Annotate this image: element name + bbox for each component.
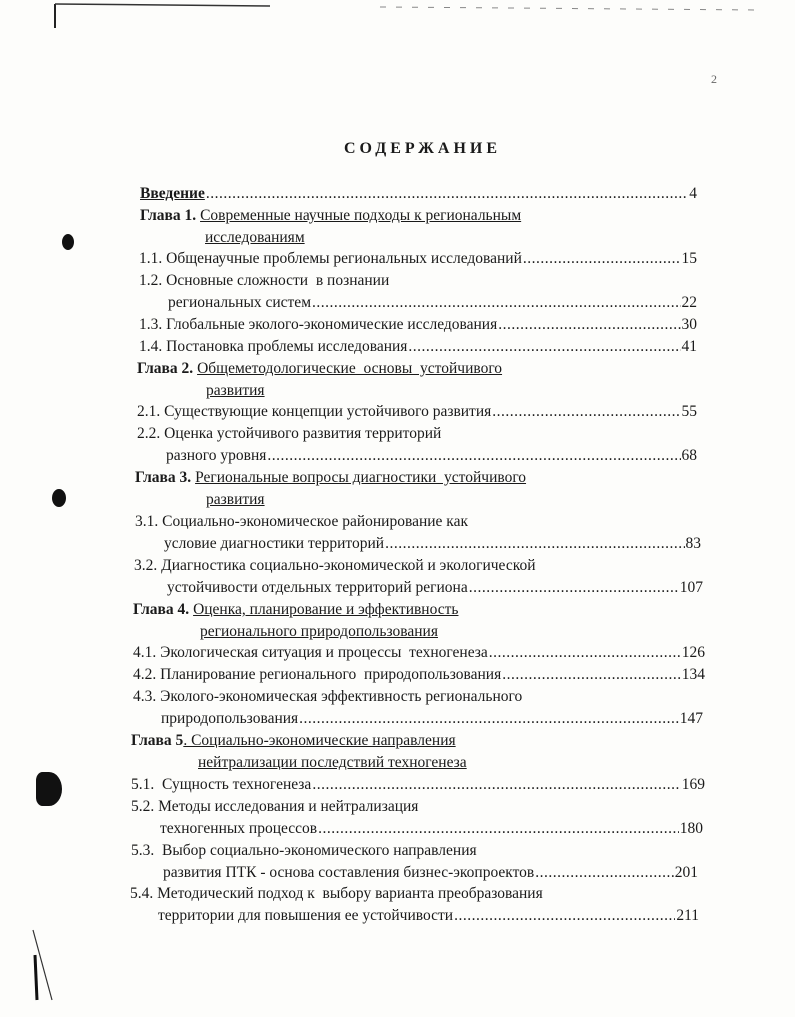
toc-chapter-prefix: Глава 2. xyxy=(137,360,198,377)
toc-entry-text: региональных систем xyxy=(168,294,311,311)
toc-entry xyxy=(130,884,543,904)
toc-entry-label xyxy=(206,381,265,401)
toc-entry-text: Общеметодологические основы устойчивого xyxy=(197,360,503,377)
toc-entry-label xyxy=(137,402,491,422)
toc-entry-label xyxy=(135,512,468,532)
toc-entry-number: 3.2. xyxy=(134,557,162,574)
toc-entry-text: устойчивости отдельных территорий региона xyxy=(167,579,468,596)
toc-page-number: 55 xyxy=(681,403,697,420)
page-title: СОДЕРЖАНИЕ xyxy=(343,140,502,157)
toc-entry-text: условие диагностики территорий xyxy=(164,535,385,552)
toc-entry-text: развития xyxy=(206,382,265,399)
toc-page-number: 22 xyxy=(681,294,697,311)
toc-leader-dots xyxy=(299,709,679,729)
toc-chapter-prefix: Глава 4. xyxy=(133,601,194,618)
toc-entry-label xyxy=(139,337,407,357)
punch-hole-mark xyxy=(36,772,62,806)
toc-leader-dots xyxy=(489,643,681,663)
toc-page-number: 15 xyxy=(681,250,697,267)
toc-entry-label xyxy=(166,446,266,466)
toc-leader-dots xyxy=(206,184,688,204)
toc-entry-number: 1.2. xyxy=(139,272,167,289)
toc-entry xyxy=(137,359,502,379)
toc-leader-dots xyxy=(523,249,681,269)
toc-page-number: 4 xyxy=(689,185,697,202)
toc-chapter-prefix: Глава 3. xyxy=(135,469,196,486)
toc-page-number: 201 xyxy=(674,864,698,881)
toc-page-number: 107 xyxy=(679,579,703,596)
toc-entry xyxy=(200,622,438,642)
toc-entry-text: Эколого-экономическая эффективность регионального xyxy=(160,688,523,705)
toc-entry-number: 3.1. xyxy=(135,513,163,530)
toc-entry xyxy=(198,753,467,773)
toc-entry xyxy=(205,228,305,248)
toc-entry xyxy=(133,665,705,685)
toc-entry-number: 2.2. xyxy=(137,425,165,442)
toc-entry-label xyxy=(206,490,265,510)
toc-entry-text: развития ПТК - основа составления бизнес-экопроектов xyxy=(163,864,535,881)
toc-entry xyxy=(206,490,265,510)
toc-entry-text: разного уровня xyxy=(166,447,267,464)
toc-entry xyxy=(139,249,697,269)
toc-entry-label xyxy=(140,184,205,204)
toc-entry-label xyxy=(133,665,501,685)
toc-entry xyxy=(139,337,697,357)
toc-leader-dots xyxy=(492,402,680,422)
toc-entry xyxy=(133,643,705,663)
toc-entry-label xyxy=(131,797,418,817)
toc-entry-text: Методы исследования и нейтрализация xyxy=(158,798,419,815)
punch-hole-mark xyxy=(62,234,74,250)
toc-entry-number: 5.4. xyxy=(130,885,158,902)
toc-page-number: 169 xyxy=(681,776,705,793)
toc-entry xyxy=(140,206,521,226)
toc-entry xyxy=(131,775,705,795)
toc-leader-dots xyxy=(267,446,680,466)
toc-entry xyxy=(139,315,697,335)
toc-entry-label xyxy=(131,731,456,751)
toc-entry xyxy=(135,512,468,532)
toc-entry xyxy=(161,709,703,729)
toc-leader-dots xyxy=(469,578,679,598)
toc-entry-text: Современные научные подходы к региональным xyxy=(200,207,522,224)
toc-entry xyxy=(206,381,265,401)
toc-leader-dots xyxy=(454,906,675,926)
toc-entry-number: 1.1. xyxy=(139,250,167,267)
toc-entry-number: 4.2. xyxy=(133,666,161,683)
toc-entry-label xyxy=(158,906,453,926)
toc-leader-dots xyxy=(498,315,680,335)
toc-entry-text: исследованиям xyxy=(205,229,305,246)
scan-top-line xyxy=(55,4,270,6)
toc-entry-label xyxy=(133,687,522,707)
toc-entry-label xyxy=(133,643,488,663)
toc-entry-text: Постановка проблемы исследования xyxy=(166,338,408,355)
toc-chapter-prefix: Глава 5 xyxy=(131,732,184,749)
toc-entry xyxy=(137,424,441,444)
toc-entry xyxy=(131,797,418,817)
toc-entry xyxy=(135,468,526,488)
toc-entry-text: Региональные вопросы диагностики устойчивого xyxy=(195,469,527,486)
toc-entry xyxy=(139,271,389,291)
toc-leader-dots xyxy=(385,534,684,554)
toc-chapter-prefix: Глава 1. xyxy=(140,207,201,224)
toc-entry-text: Выбор социально-экономического направления xyxy=(162,842,477,859)
toc-entry-label xyxy=(137,359,502,379)
toc-entry-number: 1.3. xyxy=(139,316,167,333)
toc-entry xyxy=(167,578,703,598)
toc-entry-label xyxy=(163,863,534,883)
page-number: 2 xyxy=(711,72,717,86)
toc-entry-text: техногенных процессов xyxy=(160,820,318,837)
toc-entry-label xyxy=(139,271,389,291)
toc-entry-label xyxy=(133,600,458,620)
toc-entry-text: Методический подход к выбору варианта преобразования xyxy=(157,885,543,902)
toc-entry-label xyxy=(167,578,468,598)
toc-entry-label xyxy=(168,293,311,313)
toc-entry-text: нейтрализации последствий техногенеза xyxy=(198,754,467,771)
toc-page-number: 83 xyxy=(685,535,701,552)
toc-entry-label xyxy=(160,819,317,839)
toc-leader-dots xyxy=(408,337,680,357)
toc-entry-label xyxy=(137,424,441,444)
toc-page-number: 41 xyxy=(681,338,697,355)
toc-leader-dots xyxy=(312,775,680,795)
toc-entry-label xyxy=(161,709,298,729)
toc-entry xyxy=(137,402,697,422)
toc-entry-label xyxy=(198,753,467,773)
toc-entry-label xyxy=(134,556,536,576)
toc-page-number: 134 xyxy=(681,666,705,683)
toc-entry-text: Планирование регионального природопользования xyxy=(160,666,502,683)
toc-entry xyxy=(158,906,699,926)
toc-entry-text: Диагностика социально-экономической и экологической xyxy=(161,557,536,574)
toc-entry xyxy=(166,446,697,466)
toc-entry-text: Существующие концепции устойчивого развития xyxy=(164,403,492,420)
toc-leader-dots xyxy=(318,819,679,839)
toc-entry-text: Оценка, планирование и эффективность xyxy=(193,601,459,618)
toc-entry xyxy=(131,841,477,861)
toc-entry-number: 5.1. xyxy=(131,776,162,793)
toc-entry xyxy=(160,819,703,839)
toc-entry-label xyxy=(131,841,477,861)
toc-page-number: 211 xyxy=(676,907,699,924)
scan-bottom-stroke xyxy=(33,930,52,1000)
toc-page-number: 147 xyxy=(679,710,703,727)
toc-page-number: 126 xyxy=(681,644,705,661)
toc-entry-label xyxy=(131,775,311,795)
scan-top-dash xyxy=(380,7,760,10)
toc-entry-text: регионального природопользования xyxy=(200,623,438,640)
toc-entry-number: 1.4. xyxy=(139,338,167,355)
toc-page-number: 180 xyxy=(679,820,703,837)
toc-entry-text: Общенаучные проблемы региональных исследований xyxy=(166,250,522,267)
toc-leader-dots xyxy=(312,293,681,313)
toc-entry-number: 4.1. xyxy=(133,644,161,661)
toc-entry-label xyxy=(164,534,384,554)
toc-entry-label xyxy=(139,315,497,335)
toc-entry-label xyxy=(140,206,521,226)
toc-entry-text: развития xyxy=(206,491,265,508)
toc-entry xyxy=(163,863,698,883)
toc-entry-label xyxy=(130,884,543,904)
toc-entry-number: 5.2. xyxy=(131,798,159,815)
toc-entry xyxy=(133,600,458,620)
toc-entry-number: 2.1. xyxy=(137,403,165,420)
toc-entry xyxy=(140,184,697,204)
toc-entry-label xyxy=(139,249,522,269)
toc-entry xyxy=(133,687,522,707)
toc-entry xyxy=(131,731,456,751)
toc-entry-label xyxy=(200,622,438,642)
toc-entry-label xyxy=(135,468,526,488)
toc-entry-text: Экологическая ситуация и процессы техногенеза xyxy=(160,644,488,661)
toc-entry-text: . Социально-экономические направления xyxy=(183,732,456,749)
toc-entry-text: территории для повышения ее устойчивости xyxy=(158,907,454,924)
toc-entry xyxy=(164,534,701,554)
toc-entry-text: Глобальные эколого-экономические исследования xyxy=(166,316,498,333)
toc-entry-text: Основные сложности в познании xyxy=(166,272,390,289)
toc-entry-text: Сущность техногенеза xyxy=(162,776,312,793)
scan-bottom-stroke-2 xyxy=(35,955,37,1000)
toc-entry-number: 4.3. xyxy=(133,688,161,705)
toc-entry-text: природопользования xyxy=(161,710,299,727)
toc-entry xyxy=(168,293,697,313)
toc-entry xyxy=(134,556,536,576)
toc-entry-text: Социально-экономическое районирование как xyxy=(162,513,469,530)
toc-page-number: 68 xyxy=(681,447,697,464)
punch-hole-mark xyxy=(52,489,66,507)
toc-leader-dots xyxy=(502,665,681,685)
toc-entry-number: 5.3. xyxy=(131,842,162,859)
toc-entry-label xyxy=(205,228,305,248)
toc-leader-dots xyxy=(535,863,674,883)
toc-entry-text: Оценка устойчивого развития территорий xyxy=(164,425,442,442)
toc-chapter-prefix: Введение xyxy=(140,185,205,202)
toc-page-number: 30 xyxy=(681,316,697,333)
